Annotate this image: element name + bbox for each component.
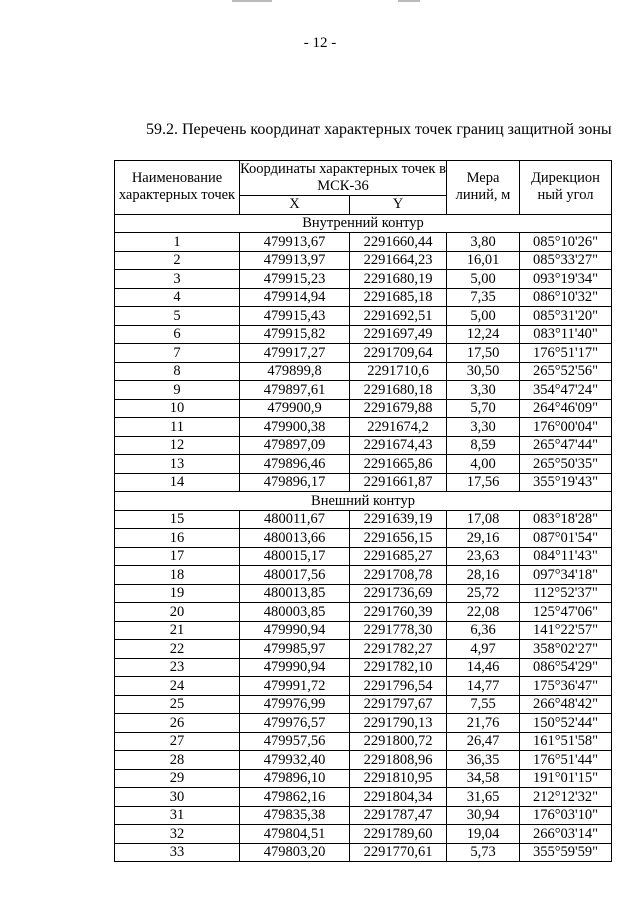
coord-x: 479990,94 xyxy=(240,658,350,677)
line-length: 12,24 xyxy=(447,325,520,344)
line-length: 23,63 xyxy=(447,547,520,566)
coord-x: 480011,67 xyxy=(240,510,350,529)
line-length: 36,35 xyxy=(447,751,520,770)
point-number: 5 xyxy=(115,307,240,326)
coord-y: 2291685,18 xyxy=(350,288,447,307)
coord-x: 480017,56 xyxy=(240,566,350,585)
section-heading: 59.2. Перечень координат характерных точек границ защитной зоны xyxy=(146,121,612,138)
table-row xyxy=(115,344,612,363)
coord-y: 2291787,47 xyxy=(350,806,447,825)
scan-mark xyxy=(398,0,420,2)
direction-angle: 150°52'44" xyxy=(520,714,612,733)
line-length: 5,73 xyxy=(447,843,520,862)
coord-x: 479915,82 xyxy=(240,325,350,344)
direction-angle: 265°52'56" xyxy=(520,362,612,381)
table-row xyxy=(115,362,612,381)
table-row xyxy=(115,325,612,344)
coord-x: 479900,9 xyxy=(240,399,350,418)
coord-y: 2291708,78 xyxy=(350,566,447,585)
coord-y: 2291679,88 xyxy=(350,399,447,418)
table-row xyxy=(115,455,612,474)
header-x: X xyxy=(240,196,350,215)
coord-y: 2291804,34 xyxy=(350,788,447,807)
direction-angle: 355°19'43" xyxy=(520,473,612,492)
line-length: 21,76 xyxy=(447,714,520,733)
point-number: 7 xyxy=(115,344,240,363)
line-length: 4,97 xyxy=(447,640,520,659)
coord-y: 2291709,64 xyxy=(350,344,447,363)
point-number: 23 xyxy=(115,658,240,677)
coord-x: 479914,94 xyxy=(240,288,350,307)
point-number: 10 xyxy=(115,399,240,418)
table-row xyxy=(115,714,612,733)
table-row xyxy=(115,788,612,807)
point-number: 20 xyxy=(115,603,240,622)
table-body xyxy=(115,214,612,862)
line-length: 25,72 xyxy=(447,584,520,603)
direction-angle: 083°18'28" xyxy=(520,510,612,529)
point-number: 4 xyxy=(115,288,240,307)
direction-angle: 264°46'09" xyxy=(520,399,612,418)
direction-angle: 191°01'15" xyxy=(520,769,612,788)
line-length: 7,35 xyxy=(447,288,520,307)
line-length: 8,59 xyxy=(447,436,520,455)
point-number: 21 xyxy=(115,621,240,640)
point-number: 16 xyxy=(115,529,240,548)
header-direction-angle: Дирекцион ный угол xyxy=(520,161,612,215)
point-number: 29 xyxy=(115,769,240,788)
table-row xyxy=(115,658,612,677)
line-length: 17,50 xyxy=(447,344,520,363)
direction-angle: 176°03'10" xyxy=(520,806,612,825)
point-number: 17 xyxy=(115,547,240,566)
coord-y: 2291680,19 xyxy=(350,270,447,289)
coord-x: 479835,38 xyxy=(240,806,350,825)
line-length: 30,94 xyxy=(447,806,520,825)
header-y: Y xyxy=(350,196,447,215)
coord-x: 479932,40 xyxy=(240,751,350,770)
table-row xyxy=(115,436,612,455)
direction-angle: 176°51'17" xyxy=(520,344,612,363)
coord-y: 2291674,43 xyxy=(350,436,447,455)
header-line-length: Мера линий, м xyxy=(447,161,520,215)
coord-x: 480015,17 xyxy=(240,547,350,566)
line-length: 26,47 xyxy=(447,732,520,751)
direction-angle: 265°47'44" xyxy=(520,436,612,455)
direction-angle: 083°11'40" xyxy=(520,325,612,344)
coord-x: 479896,46 xyxy=(240,455,350,474)
line-length: 22,08 xyxy=(447,603,520,622)
line-length: 4,00 xyxy=(447,455,520,474)
table-row xyxy=(115,510,612,529)
point-number: 22 xyxy=(115,640,240,659)
table-row xyxy=(115,806,612,825)
coord-y: 2291778,30 xyxy=(350,621,447,640)
table-row xyxy=(115,547,612,566)
coord-y: 2291660,44 xyxy=(350,233,447,252)
point-number: 11 xyxy=(115,418,240,437)
direction-angle: 086°10'32" xyxy=(520,288,612,307)
table-row xyxy=(115,640,612,659)
coord-y: 2291800,72 xyxy=(350,732,447,751)
table-row xyxy=(115,288,612,307)
coord-x: 479897,09 xyxy=(240,436,350,455)
line-length: 16,01 xyxy=(447,251,520,270)
header-coordinates: Координаты характерных точек в МСК-36 xyxy=(240,161,446,194)
table-row xyxy=(115,381,612,400)
table-row xyxy=(115,677,612,696)
line-length: 5,00 xyxy=(447,270,520,289)
point-number: 9 xyxy=(115,381,240,400)
coord-x: 479913,67 xyxy=(240,233,350,252)
coord-y: 2291789,60 xyxy=(350,825,447,844)
table-row xyxy=(115,695,612,714)
direction-angle: 266°48'42" xyxy=(520,695,612,714)
point-number: 3 xyxy=(115,270,240,289)
coord-x: 479862,16 xyxy=(240,788,350,807)
table-row xyxy=(115,769,612,788)
coord-x: 479896,10 xyxy=(240,769,350,788)
line-length: 19,04 xyxy=(447,825,520,844)
coord-y: 2291664,23 xyxy=(350,251,447,270)
coord-x: 480013,85 xyxy=(240,584,350,603)
direction-angle: 358°02'27" xyxy=(520,640,612,659)
direction-angle: 097°34'18" xyxy=(520,566,612,585)
direction-angle: 086°54'29" xyxy=(520,658,612,677)
direction-angle: 354°47'24" xyxy=(520,381,612,400)
coord-x: 479899,8 xyxy=(240,362,350,381)
coord-y: 2291697,49 xyxy=(350,325,447,344)
coord-x: 479915,23 xyxy=(240,270,350,289)
point-number: 12 xyxy=(115,436,240,455)
direction-angle: 125°47'06" xyxy=(520,603,612,622)
line-length: 14,77 xyxy=(447,677,520,696)
direction-angle: 161°51'58" xyxy=(520,732,612,751)
line-length: 34,58 xyxy=(447,769,520,788)
point-number: 13 xyxy=(115,455,240,474)
coord-x: 480013,66 xyxy=(240,529,350,548)
coord-y: 2291685,27 xyxy=(350,547,447,566)
coord-y: 2291810,95 xyxy=(350,769,447,788)
line-length: 7,55 xyxy=(447,695,520,714)
point-number: 15 xyxy=(115,510,240,529)
direction-angle: 355°59'59" xyxy=(520,843,612,862)
coord-y: 2291656,15 xyxy=(350,529,447,548)
point-number: 14 xyxy=(115,473,240,492)
point-number: 25 xyxy=(115,695,240,714)
coord-x: 479915,43 xyxy=(240,307,350,326)
table-row xyxy=(115,603,612,622)
coord-x: 479991,72 xyxy=(240,677,350,696)
page-number: - 12 - xyxy=(303,35,337,51)
point-number: 32 xyxy=(115,825,240,844)
point-number: 18 xyxy=(115,566,240,585)
table-row xyxy=(115,307,612,326)
coord-y: 2291661,87 xyxy=(350,473,447,492)
point-number: 31 xyxy=(115,806,240,825)
coord-y: 2291796,54 xyxy=(350,677,447,696)
coord-y: 2291760,39 xyxy=(350,603,447,622)
direction-angle: 265°50'35" xyxy=(520,455,612,474)
point-number: 27 xyxy=(115,732,240,751)
line-length: 14,46 xyxy=(447,658,520,677)
direction-angle: 141°22'57" xyxy=(520,621,612,640)
coord-x: 479803,20 xyxy=(240,843,350,862)
coord-y: 2291782,10 xyxy=(350,658,447,677)
line-length: 3,80 xyxy=(447,233,520,252)
point-number: 33 xyxy=(115,843,240,862)
table-row xyxy=(115,529,612,548)
coord-y: 2291808,96 xyxy=(350,751,447,770)
direction-angle: 212°12'32" xyxy=(520,788,612,807)
coord-x: 480003,85 xyxy=(240,603,350,622)
coord-y: 2291674,2 xyxy=(350,418,447,437)
coord-y: 2291770,61 xyxy=(350,843,447,862)
coord-x: 479976,99 xyxy=(240,695,350,714)
coord-y: 2291736,69 xyxy=(350,584,447,603)
table-row xyxy=(115,566,612,585)
coord-y: 2291710,6 xyxy=(350,362,447,381)
line-length: 5,70 xyxy=(447,399,520,418)
coord-x: 479917,27 xyxy=(240,344,350,363)
coord-x: 479913,97 xyxy=(240,251,350,270)
coord-x: 479985,97 xyxy=(240,640,350,659)
section-row xyxy=(115,214,612,233)
direction-angle: 085°10'26" xyxy=(520,233,612,252)
point-number: 2 xyxy=(115,251,240,270)
table-row xyxy=(115,251,612,270)
direction-angle: 175°36'47" xyxy=(520,677,612,696)
table-row xyxy=(115,621,612,640)
table-row xyxy=(115,843,612,862)
line-length: 29,16 xyxy=(447,529,520,548)
point-number: 26 xyxy=(115,714,240,733)
coord-y: 2291692,51 xyxy=(350,307,447,326)
direction-angle: 093°19'34" xyxy=(520,270,612,289)
table-row xyxy=(115,233,612,252)
coordinates-table xyxy=(114,160,612,862)
coord-x: 479804,51 xyxy=(240,825,350,844)
line-length: 31,65 xyxy=(447,788,520,807)
coord-x: 479990,94 xyxy=(240,621,350,640)
line-length: 28,16 xyxy=(447,566,520,585)
point-number: 1 xyxy=(115,233,240,252)
point-number: 30 xyxy=(115,788,240,807)
coord-x: 479957,56 xyxy=(240,732,350,751)
table-row xyxy=(115,418,612,437)
direction-angle: 112°52'37" xyxy=(520,584,612,603)
coord-x: 479900,38 xyxy=(240,418,350,437)
coord-x: 479896,17 xyxy=(240,473,350,492)
coord-y: 2291665,86 xyxy=(350,455,447,474)
table-row xyxy=(115,825,612,844)
coord-x: 479897,61 xyxy=(240,381,350,400)
point-number: 19 xyxy=(115,584,240,603)
table-row xyxy=(115,732,612,751)
coord-y: 2291782,27 xyxy=(350,640,447,659)
line-length: 5,00 xyxy=(447,307,520,326)
point-number: 24 xyxy=(115,677,240,696)
line-length: 6,36 xyxy=(447,621,520,640)
scan-mark xyxy=(232,0,272,2)
section-row xyxy=(115,492,612,511)
coord-y: 2291680,18 xyxy=(350,381,447,400)
coord-y: 2291790,13 xyxy=(350,714,447,733)
section-title: Внутренний контур xyxy=(115,214,612,233)
point-number: 28 xyxy=(115,751,240,770)
coord-y: 2291797,67 xyxy=(350,695,447,714)
direction-angle: 085°33'27" xyxy=(520,251,612,270)
direction-angle: 087°01'54" xyxy=(520,529,612,548)
direction-angle: 266°03'14" xyxy=(520,825,612,844)
coord-y: 2291639,19 xyxy=(350,510,447,529)
table-row xyxy=(115,473,612,492)
direction-angle: 176°51'44" xyxy=(520,751,612,770)
direction-angle: 176°00'04" xyxy=(520,418,612,437)
header-point-name: Наименование характерных точек xyxy=(115,161,240,215)
line-length: 3,30 xyxy=(447,418,520,437)
line-length: 17,08 xyxy=(447,510,520,529)
direction-angle: 084°11'43" xyxy=(520,547,612,566)
table-row xyxy=(115,270,612,289)
line-length: 17,56 xyxy=(447,473,520,492)
point-number: 6 xyxy=(115,325,240,344)
table-row xyxy=(115,584,612,603)
line-length: 30,50 xyxy=(447,362,520,381)
point-number: 8 xyxy=(115,362,240,381)
table-row xyxy=(115,751,612,770)
line-length: 3,30 xyxy=(447,381,520,400)
section-title: Внешний контур xyxy=(115,492,612,511)
direction-angle: 085°31'20" xyxy=(520,307,612,326)
table-row xyxy=(115,399,612,418)
coord-x: 479976,57 xyxy=(240,714,350,733)
